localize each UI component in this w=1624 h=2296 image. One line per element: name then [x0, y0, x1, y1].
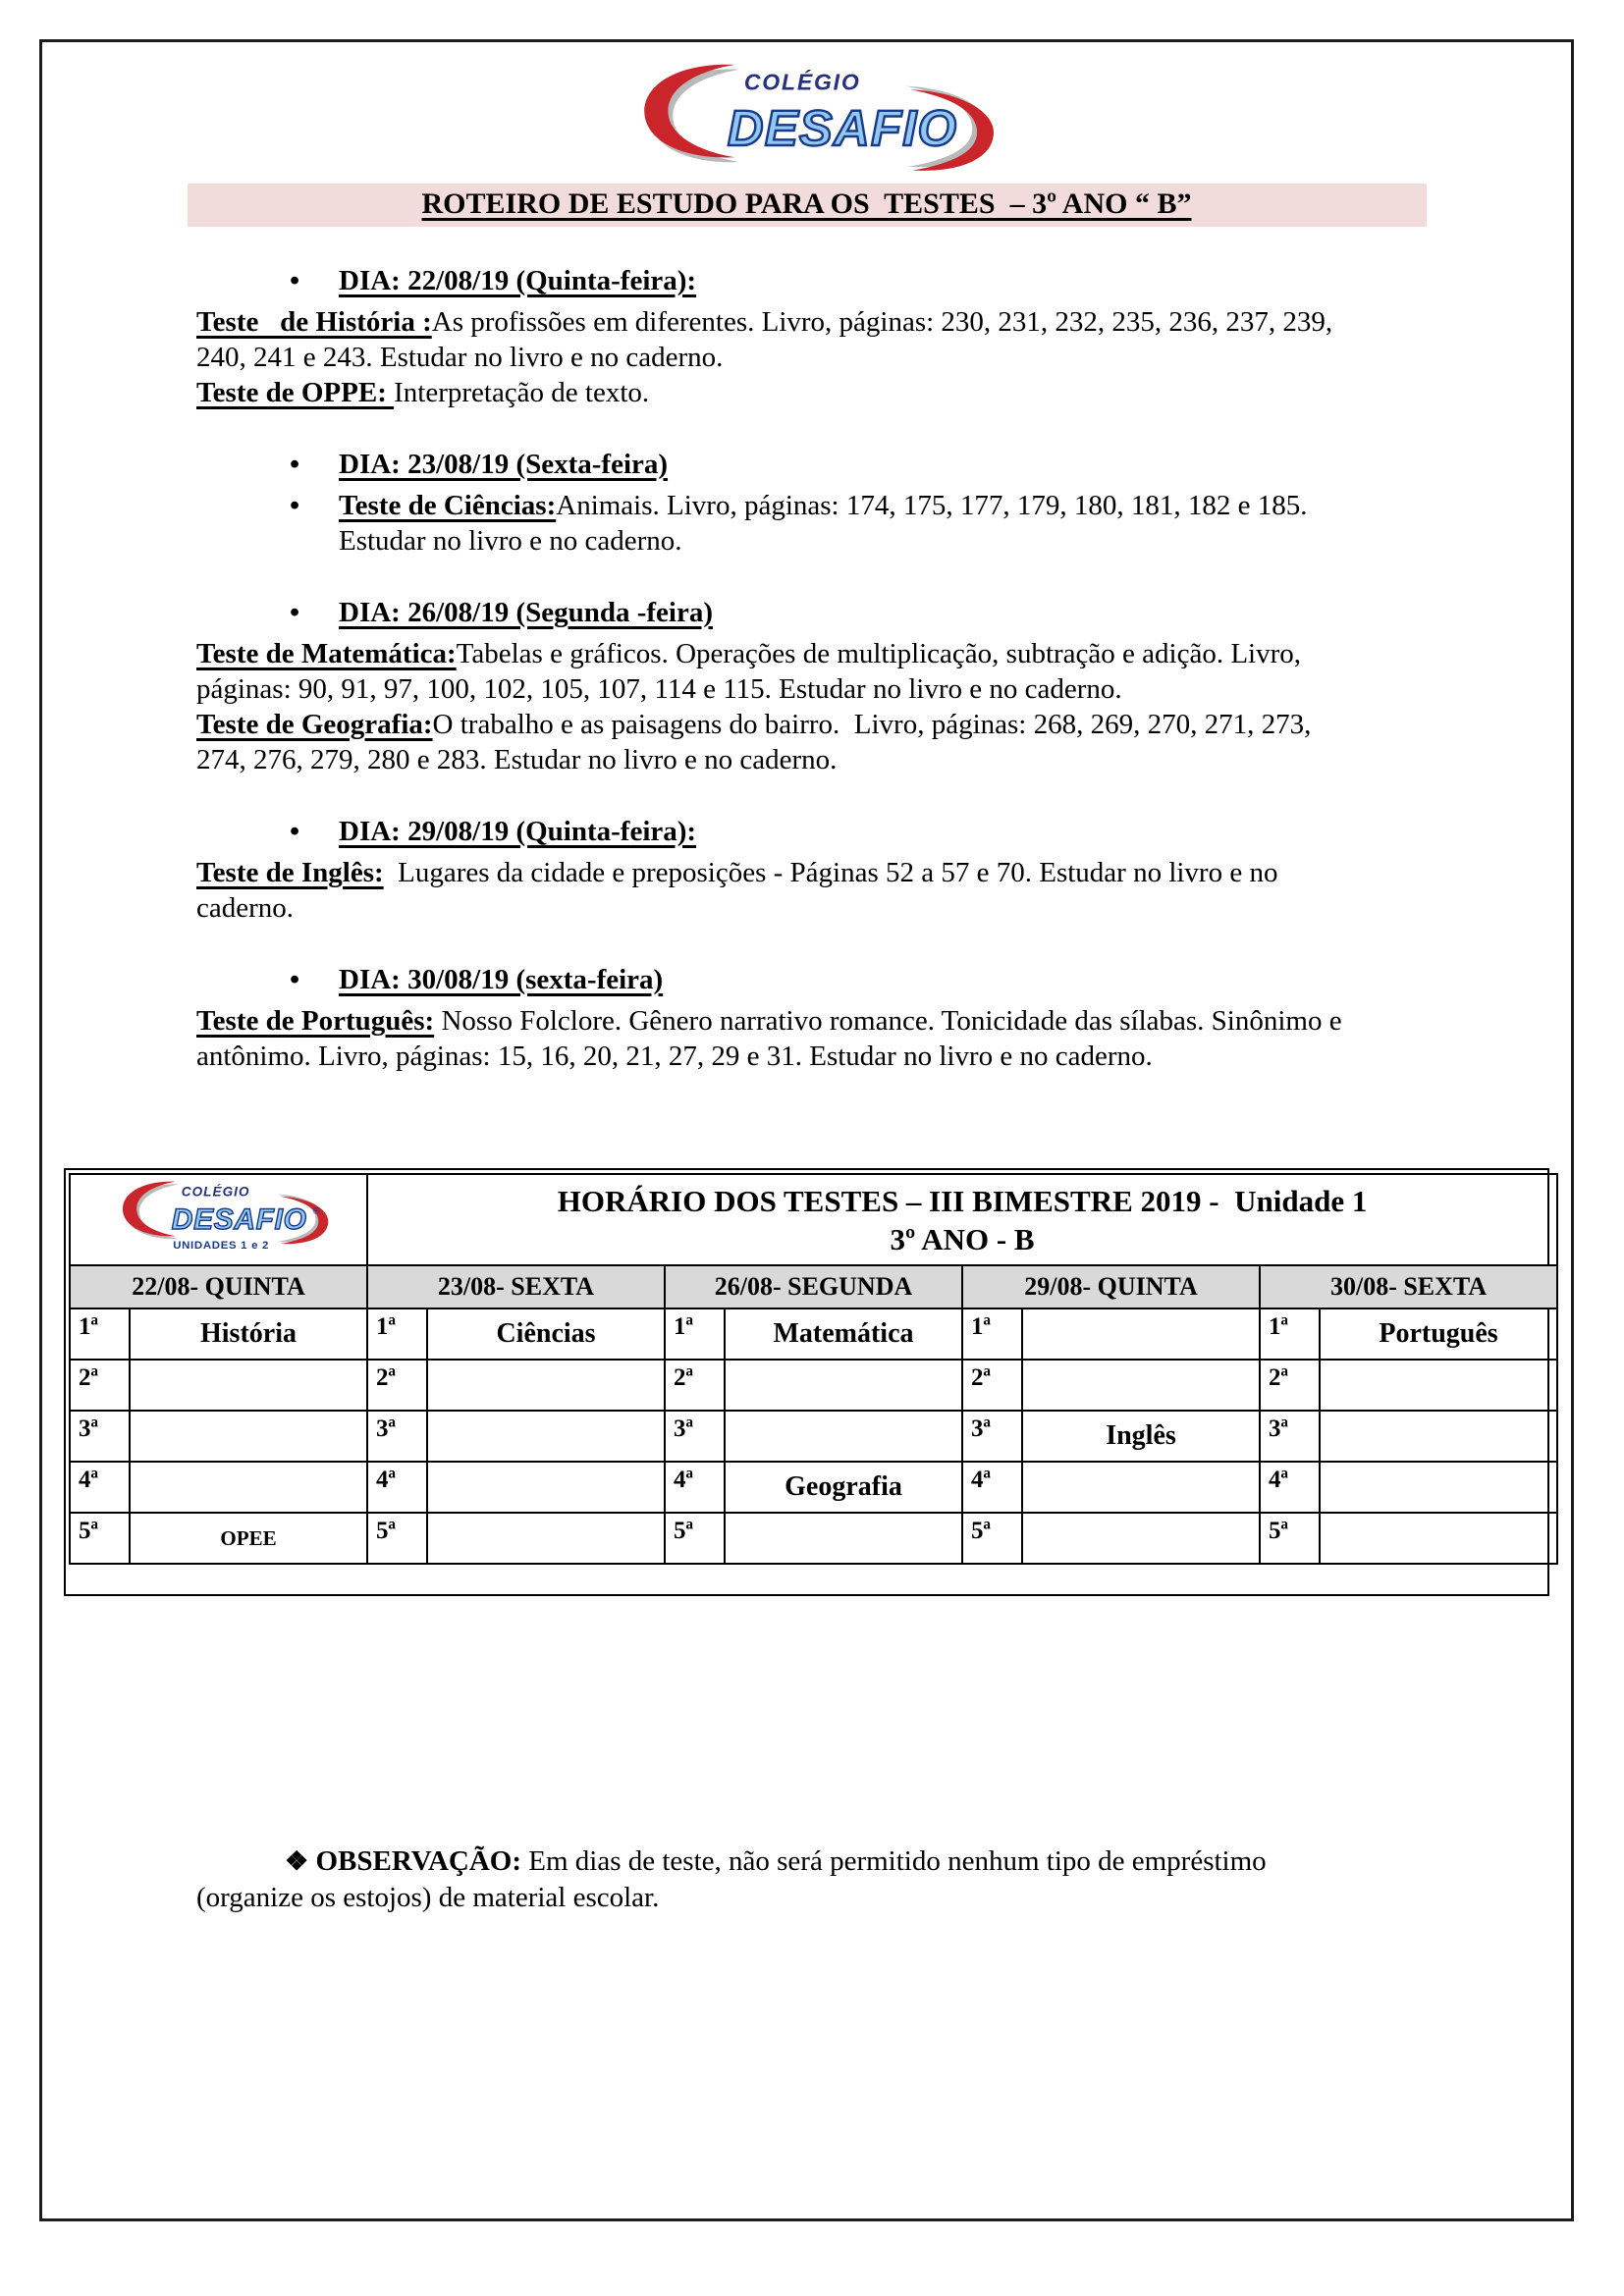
- test-item-geografia: [196, 707, 1355, 777]
- subject-cell: [427, 1411, 665, 1462]
- logo-colegio-text: COLÉGIO: [181, 1184, 250, 1200]
- period-row-5: [70, 1513, 1557, 1564]
- schedule-table: [69, 1173, 1558, 1565]
- test-label: Teste de Geografia:: [196, 709, 433, 740]
- test-item-ingles: [196, 855, 1355, 926]
- subject-cell: Ciências: [427, 1308, 665, 1360]
- period-label: 2ª: [367, 1360, 427, 1411]
- colegio-desafio-logo-icon: [611, 54, 1003, 173]
- period-label: 5ª: [70, 1513, 130, 1564]
- period-label: 1ª: [962, 1308, 1022, 1360]
- table-title-cell: [367, 1174, 1557, 1265]
- test-item-ciencias: [339, 488, 1355, 559]
- logo-unidades-text: UNIDADES 1 e 2: [173, 1240, 270, 1253]
- test-label: Teste de Matemática:: [196, 638, 457, 669]
- test-item-oppe: [196, 375, 1355, 410]
- subject-cell: [130, 1462, 367, 1513]
- subject-cell: [725, 1360, 962, 1411]
- day-header-23-08: 23/08- SEXTA: [367, 1265, 665, 1308]
- study-guide: [42, 264, 1571, 1074]
- period-label: 1ª: [665, 1308, 725, 1360]
- subject-cell: Geografia: [725, 1462, 962, 1513]
- logo-registered-mark: ®: [312, 1205, 320, 1216]
- date-heading-26-08: [339, 596, 1355, 630]
- subject-cell: [725, 1411, 962, 1462]
- subject-cell: [1320, 1360, 1557, 1411]
- diamond-bullet-icon: ❖: [285, 1846, 309, 1876]
- period-label: 5ª: [665, 1513, 725, 1564]
- subject-cell: História: [130, 1308, 367, 1360]
- date-heading-text: DIA: 22/08/19 (Quinta-feira):: [339, 265, 697, 296]
- test-description: Lugares da cidade e preposições - Páginas 52 a 57 e 70. Estudar no livro e no caderno.: [196, 857, 1285, 924]
- page-border: [39, 39, 1574, 2221]
- colegio-desafio-logo-small-icon: [103, 1175, 334, 1259]
- title-banner: [188, 184, 1427, 227]
- test-description: Animais. Livro, páginas: 174, 175, 177, 179, 180, 181, 182 e 185. Estudar no livro e no caderno.: [339, 490, 1315, 557]
- date-heading-29-08: [339, 815, 1355, 849]
- table-logo-cell: [70, 1174, 367, 1265]
- period-label: 4ª: [962, 1462, 1022, 1513]
- subject-cell: OPEE: [130, 1513, 367, 1564]
- subject-cell: [1320, 1462, 1557, 1513]
- day-header-row: [70, 1265, 1557, 1308]
- day-header-22-08: 22/08- QUINTA: [70, 1265, 367, 1308]
- period-label: 2ª: [1260, 1360, 1320, 1411]
- date-heading-text: DIA: 23/08/19 (Sexta-feira): [339, 449, 669, 480]
- period-row-4: [70, 1462, 1557, 1513]
- subject-cell: [1022, 1308, 1260, 1360]
- date-heading-30-08: [339, 963, 1355, 997]
- subject-cell: [1320, 1513, 1557, 1564]
- period-row-2: [70, 1360, 1557, 1411]
- period-label: 5ª: [367, 1513, 427, 1564]
- period-label: 5ª: [1260, 1513, 1320, 1564]
- test-description: Tabelas e gráficos. Operações de multiplicação, subtração e adição. Livro, páginas: 90, 91, 97, 100, 102, 105, 107, 114 e 115. Estudar no livro e no caderno.: [196, 638, 1309, 705]
- period-label: 4ª: [1260, 1462, 1320, 1513]
- test-description: Nosso Folclore. Gênero narrativo romance. Tonicidade das sílabas. Sinônimo e antônimo. Livro, páginas: 15, 16, 20, 21, 27, 29 e 31. Estudar no livro e no caderno.: [196, 1005, 1349, 1072]
- period-label: 2ª: [665, 1360, 725, 1411]
- period-label: 2ª: [962, 1360, 1022, 1411]
- day-header-30-08: 30/08- SEXTA: [1260, 1265, 1557, 1308]
- observation-label: OBSERVAÇÃO:: [315, 1845, 522, 1877]
- logo-desafio-text: DESAFIO: [171, 1203, 307, 1237]
- period-label: 1ª: [1260, 1308, 1320, 1360]
- observation-note: [196, 1843, 1345, 1916]
- test-label: Teste de OPPE:: [196, 377, 395, 408]
- period-label: 4ª: [367, 1462, 427, 1513]
- period-label: 1ª: [70, 1308, 130, 1360]
- test-label: Teste de História :: [196, 306, 432, 338]
- period-label: 3ª: [367, 1411, 427, 1462]
- subject-cell: [1320, 1411, 1557, 1462]
- test-description: Interpretação de texto.: [394, 377, 650, 408]
- school-logo: [42, 54, 1571, 176]
- period-label: 4ª: [665, 1462, 725, 1513]
- subject-cell: [1022, 1513, 1260, 1564]
- period-label: 5ª: [962, 1513, 1022, 1564]
- date-heading-text: DIA: 29/08/19 (Quinta-feira):: [339, 816, 697, 847]
- subject-cell: Português: [1320, 1308, 1557, 1360]
- page-title: ROTEIRO DE ESTUDO PARA OS TESTES – 3º ANO “ B”: [421, 187, 1192, 220]
- logo-colegio-text: COLÉGIO: [743, 69, 861, 95]
- period-label: 1ª: [367, 1308, 427, 1360]
- period-label: 2ª: [70, 1360, 130, 1411]
- schedule-table-outer-border: [64, 1168, 1549, 1596]
- test-description: As profissões em diferentes. Livro, páginas: 230, 231, 232, 235, 236, 237, 239, 240, 241 e 243. Estudar no livro e no caderno.: [196, 306, 1340, 373]
- date-heading-text: DIA: 26/08/19 (Segunda -feira): [339, 597, 714, 628]
- subject-cell: [1022, 1360, 1260, 1411]
- date-heading-22-08: [339, 264, 1355, 298]
- test-label: Teste de Inglês:: [196, 857, 384, 888]
- subject-cell: [427, 1513, 665, 1564]
- period-label: 3ª: [962, 1411, 1022, 1462]
- subject-cell: Matemática: [725, 1308, 962, 1360]
- test-item-matematica: [196, 636, 1355, 707]
- period-row-1: [70, 1308, 1557, 1360]
- date-heading-23-08: [339, 448, 1355, 482]
- subject-cell: [427, 1360, 665, 1411]
- subject-cell: [725, 1513, 962, 1564]
- subject-cell: Inglês: [1022, 1411, 1260, 1462]
- subject-cell: [1022, 1462, 1260, 1513]
- subject-cell: [427, 1462, 665, 1513]
- observation-text: Em dias de teste, não será permitido nenhum tipo de empréstimo (organize os estojos) de material escolar.: [196, 1845, 1273, 1913]
- test-label: Teste de Ciências:: [339, 490, 557, 521]
- day-header-26-08: 26/08- SEGUNDA: [665, 1265, 962, 1308]
- period-label: 4ª: [70, 1462, 130, 1513]
- logo-desafio-text: DESAFIO: [727, 100, 957, 157]
- test-item-historia: [196, 304, 1355, 375]
- period-row-3: [70, 1411, 1557, 1462]
- test-label: Teste de Português:: [196, 1005, 435, 1037]
- period-label: 3ª: [70, 1411, 130, 1462]
- subject-cell: [130, 1360, 367, 1411]
- period-label: 3ª: [1260, 1411, 1320, 1462]
- period-label: 3ª: [665, 1411, 725, 1462]
- test-item-portugues: [196, 1003, 1355, 1074]
- table-title-line2: 3º ANO - B: [890, 1221, 1035, 1256]
- subject-cell: [130, 1411, 367, 1462]
- date-heading-text: DIA: 30/08/19 (sexta-feira): [339, 964, 664, 995]
- test-description: O trabalho e as paisagens do bairro. Livro, páginas: 268, 269, 270, 271, 273, 274, 276, 279, 280 e 283. Estudar no livro e no caderno.: [196, 709, 1319, 775]
- table-header-row: [70, 1174, 1557, 1265]
- day-header-29-08: 29/08- QUINTA: [962, 1265, 1260, 1308]
- table-title-line1: HORÁRIO DOS TESTES – III BIMESTRE 2019 - Unidade 1: [557, 1183, 1368, 1218]
